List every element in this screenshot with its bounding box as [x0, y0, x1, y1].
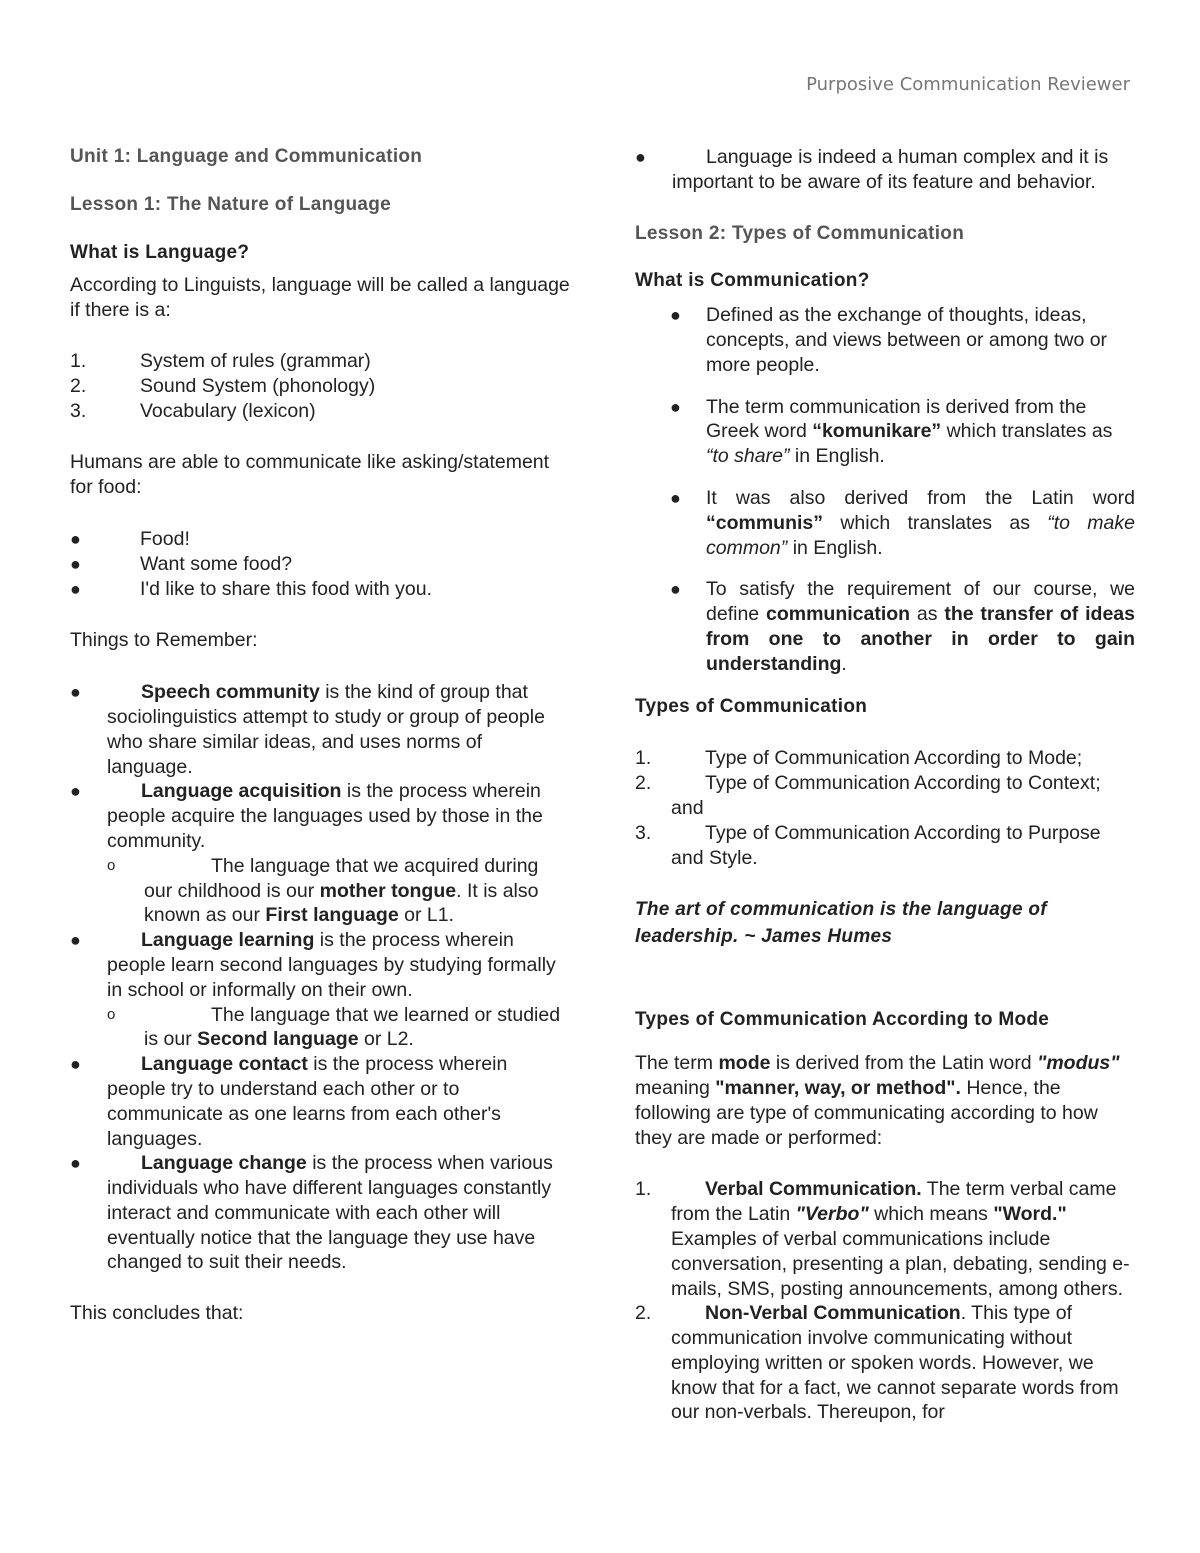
mode-list — [635, 1177, 1135, 1425]
bullet-icon: ● — [670, 487, 681, 508]
left-column — [70, 145, 570, 1326]
criteria-list — [70, 349, 570, 423]
mode-intro: The term mode is derived from the Latin word "modus" meaning "manner, way, or method". Hence, the following are type of communicating according to how they are made or performed: — [635, 1052, 1120, 1149]
list-item: 3. Type of Communication According to Purpose and Style. — [635, 821, 1101, 869]
list-item: ● Language learning is the process wherein people learn second languages by studying formally in school or informally on their own. — [70, 929, 556, 1001]
list-item: 3. Vocabulary (lexicon) — [70, 399, 316, 422]
food-list — [70, 527, 570, 601]
list-item: 2. Non-Verbal Communication. This type of communication involve communicating without employing written or spoken words. However, we know that for a fact, we cannot separate words from our non-verbals. Thereupon, for — [635, 1302, 1119, 1424]
list-item: ● To satisfy the requirement of our course, we define communication as the transfer of ideas from one to another in order to gain understanding. — [670, 578, 1135, 675]
bullet-icon: ● — [670, 396, 681, 417]
list-item: ● Language contact is the process wherein people try to understand each other or to communicate as one learns from each other's languages. — [70, 1053, 508, 1150]
lesson1-title: Lesson 1: The Nature of Language — [70, 193, 392, 215]
lesson2-title: Lesson 2: Types of Communication — [635, 222, 965, 244]
sub-list-item: o The language that we learned or studied is our Second language or L2. — [107, 1003, 561, 1051]
list-item: ● It was also derived from the Latin word “communis” which translates as “to make common” in English. — [670, 486, 1135, 559]
list-item: ● Language change is the process when various individuals who have different languages constantly interact and communicate with each other will eventually notice that the language they use have changed to suit their needs. — [70, 1152, 553, 1274]
list-item: ● Language is indeed a human complex and it is important to be aware of its feature and behavior. — [635, 146, 1109, 193]
bullet-icon: ● — [70, 930, 81, 951]
quote: The art of communication is the language of leadership. ~ James Humes — [635, 899, 1047, 948]
list-item: 2. Sound System (phonology) — [70, 374, 376, 397]
list-item: ● Speech community is the kind of group that sociolinguistics attempt to study or group of people who share similar ideas, and uses norms of language. — [70, 681, 545, 778]
list-item: ● Defined as the exchange of thoughts, ideas, concepts, and views between or among two or more people. — [670, 304, 1108, 376]
circle-bullet-icon: o — [107, 856, 116, 874]
right-column — [635, 145, 1135, 1425]
bullet-icon: ● — [70, 578, 81, 599]
list-item: ● I'd like to share this food with you. — [70, 577, 433, 600]
concludes-text: This concludes that: — [70, 1302, 244, 1325]
types-heading: Types of Communication — [635, 695, 868, 717]
list-item: 1. Type of Communication According to Mode; — [635, 747, 1083, 770]
types-list — [635, 746, 1135, 870]
remember-heading: Things to Remember: — [70, 629, 258, 652]
mode-heading: Types of Communication According to Mode — [635, 1009, 1050, 1031]
list-item: ● Language acquisition is the process wherein people acquire the languages used by those in the community. — [70, 780, 543, 852]
bullet-icon: ● — [670, 579, 681, 600]
list-item: 2. Type of Communication According to Context; and — [635, 772, 1101, 819]
list-item: 1. System of rules (grammar) — [70, 349, 371, 372]
what-is-language-heading: What is Language? — [70, 241, 250, 263]
bullet-icon: ● — [670, 305, 681, 326]
sub-list-item: o The language that we acquired during our childhood is our mother tongue. It is also known as our First language or L1. — [107, 854, 539, 927]
list-item: 1. Verbal Communication. The term verbal came from the Latin "Verbo" which means "Word." Examples of verbal communications include conversation, presenting a plan, debating, sending e-mails, SMS, posting announcements, among others. — [635, 1178, 1130, 1300]
humans-text: Humans are able to communicate like asking/statement for food: — [70, 451, 550, 499]
bullet-icon: ● — [70, 528, 81, 549]
bullet-icon: ● — [70, 682, 81, 703]
bullet-icon: ● — [70, 1153, 81, 1174]
language-intro: According to Linguists, language will be called a language if there is a: — [70, 274, 570, 322]
bullet-icon: ● — [635, 147, 646, 167]
remember-list — [70, 680, 570, 1275]
bullet-icon: ● — [70, 1054, 81, 1075]
list-item: ● Want some food? — [70, 552, 293, 575]
bullet-icon: ● — [70, 553, 81, 574]
what-is-communication-heading: What is Communication? — [635, 270, 870, 292]
list-item: ● The term communication is derived from the Greek word “komunikare” which translates as “to share” in English. — [670, 395, 1113, 468]
page-header: Purposive Communication Reviewer — [806, 74, 1130, 95]
bullet-icon: ● — [70, 781, 81, 802]
definition-list — [635, 303, 1135, 676]
unit-title: Unit 1: Language and Communication — [70, 146, 423, 167]
list-item: ● Food! — [70, 527, 190, 550]
circle-bullet-icon: o — [107, 1005, 116, 1023]
